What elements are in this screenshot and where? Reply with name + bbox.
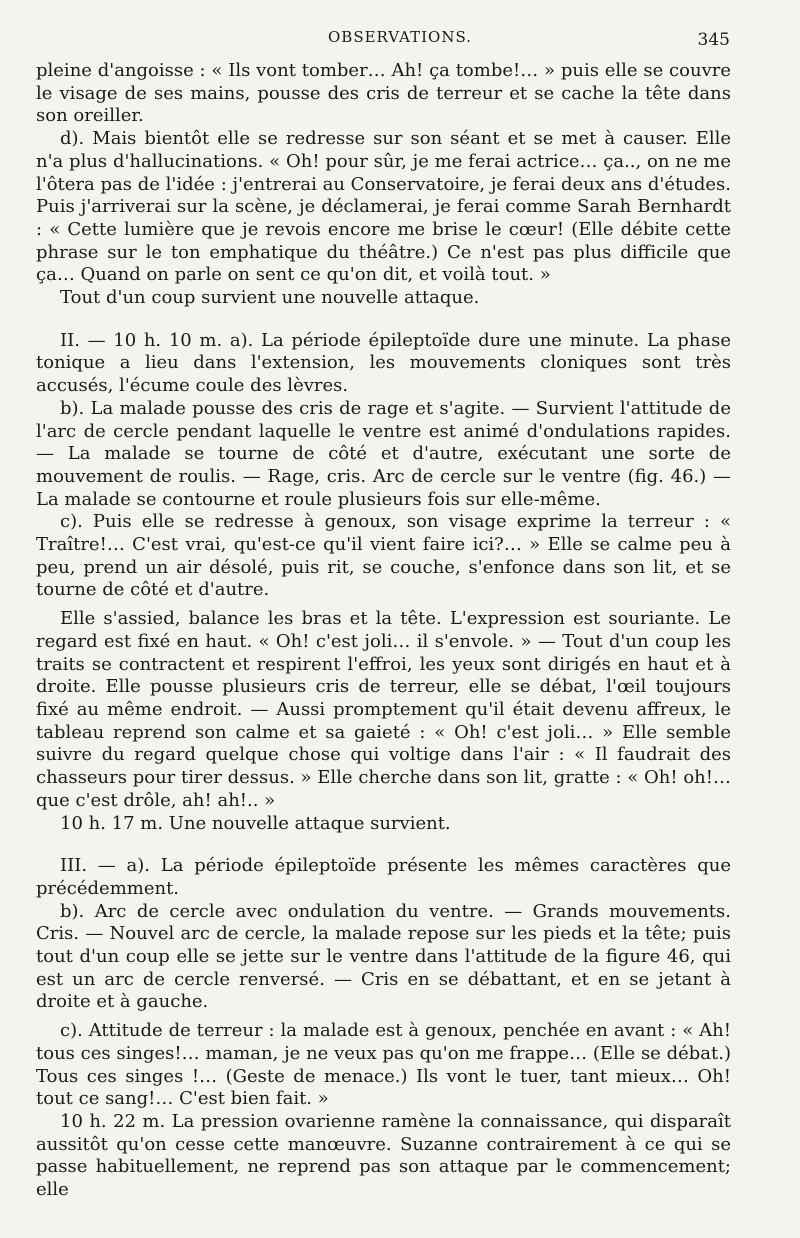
paragraph-section-ii: II. — 10 h. 10 m. a). La période épileptoïde dure une minute. La phase tonique a lieu dans l'extension, les mouvements cloniques sont très accusés, l'écume coule des lèvres.: [36, 329, 731, 397]
paragraph-time-1017: 10 h. 17 m. Une nouvelle attaque survient.: [60, 812, 451, 834]
paragraph-d: d). Mais bientôt elle se redresse sur son séant et se met à causer. Elle n'a plus d'hallucinations. « Oh! pour sûr, je me ferai actrice… ça.., on ne me l'ôtera pas de l'idée : j'entrerai au Conservatoire, je ferai deux ans d'études. Puis j'arriverai sur la scène, je déclamerai, je ferai comme Sarah Bernhardt : « Cette lumière que je revois encore me brise le cœur! (Elle débite cette phrase sur le ton emphatique du théâtre.) Ce n'est pas plus difficile que ça… Quand on parle on sent ce qu'on dit, et voilà tout. »: [36, 128, 731, 286]
paragraph-continuation: pleine d'angoisse : « Ils vont tomber… Ah! ça tombe!… » puis elle se couvre le visage de ses mains, pousse des cris de terreur et se cache la tête dans son oreiller.: [36, 60, 731, 127]
paragraph-ii-c: c). Puis elle se redresse à genoux, son visage exprime la terreur : « Traître!… C'est vrai, qu'est-ce qu'il vient faire ici?… » Elle se calme peu à peu, prend un air désolé, puis rit, se couche, s'enfonce dans son lit, et se tourne de côté et d'autre.: [36, 511, 731, 601]
running-head: [0, 26, 800, 50]
paragraph-ii-scene: Elle s'assied, balance les bras et la tête. L'expression est souriante. Le regard est fixé en haut. « Oh! c'est joli… il s'envole. » — Tout d'un coup les traits se contractent et respirent l'effroi, les yeux sont dirigés en haut et à droite. Elle pousse plusieurs cris de terreur, elle se débat, l'œil toujours fixé au même endroit. — Aussi promptement qu'il était devenu affreux, le tableau reprend son calme et sa gaieté : « Oh! c'est joli… » Elle semble suivre du regard quelque chose qui voltige dans l'air : « Il faudrait des chasseurs pour tirer dessus. » Elle cherche dans son lit, gratte : « Oh! oh!… que c'est drôle, ah! ah!.. »: [36, 608, 731, 811]
paragraph-time-1022: 10 h. 22 m. La pression ovarienne ramène la connaissance, qui disparaît aussitôt qu'on cesse cette manœuvre. Suzanne contrairement à ce qui se passe habituellement, ne reprend pas son attaque par le commencement; elle: [36, 1110, 731, 1201]
paragraph-new-attack: Tout d'un coup survient une nouvelle attaque.: [60, 287, 480, 309]
running-title: OBSERVATIONS.: [328, 28, 472, 46]
paragraph-section-iii: III. — a). La période épileptoïde présente les mêmes caractères que précédemment.: [36, 855, 731, 899]
paragraph-ii-b: b). La malade pousse des cris de rage et s'agite. — Survient l'attitude de l'arc de cercle pendant laquelle le ventre est animé d'ondulations rapides. — La malade se tourne de côté et d'autre, exécutant une sorte de mouvement de roulis. — Rage, cris. Arc de cercle sur le ventre (fig. 46.) — La malade se contourne et roule plusieurs fois sur elle-même.: [36, 397, 731, 510]
paragraph-iii-c: c). Attitude de terreur : la malade est à genoux, penchée en avant : « Ah! tous ces singes!… maman, je ne veux pas qu'on me frappe… (Elle se débat.) Tous ces singes !… (Geste de menace.) Ils vont le tuer, tant mieux… Oh! tout ce sang!… C'est bien fait. »: [36, 1020, 731, 1110]
paragraph-iii-b: b). Arc de cercle avec ondulation du ventre. — Grands mouvements. Cris. — Nouvel arc de cercle, la malade repose sur les pieds et la tête; puis tout d'un coup elle se jette sur le ventre dans l'attitude de la figure 46, qui est un arc de cercle renversé. — Cris en se débattant, et en se jetant à droite et à gauche.: [36, 900, 731, 1013]
page-number: 345: [697, 30, 730, 50]
body-text: [36, 60, 731, 1202]
